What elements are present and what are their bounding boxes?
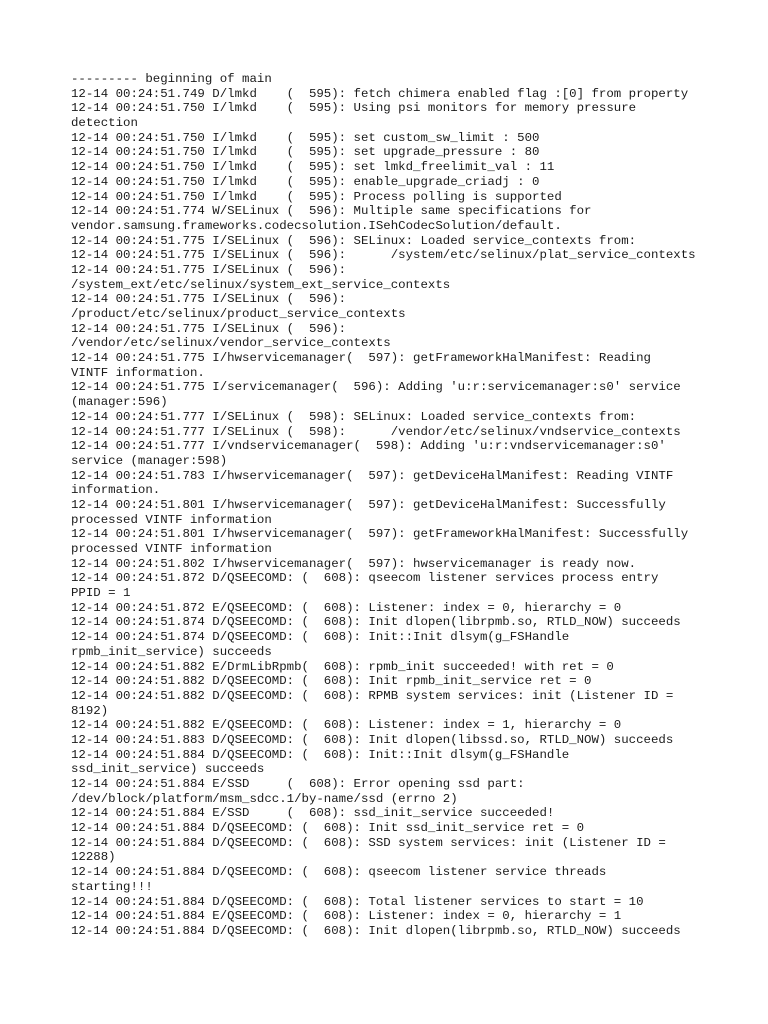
log-line: 12-14 00:24:51.872 D/QSEECOMD: ( 608): qseecom listener services process entry [71,571,659,586]
log-line: 12-14 00:24:51.884 E/SSD ( 608): Error opening ssd part: [71,777,525,791]
log-line: starting!!! [71,879,153,894]
log-line: 12-14 00:24:51.750 I/lmkd ( 595): Process polling is supported [71,189,562,204]
log-line: 12-14 00:24:51.750 I/lmkd ( 595): set custom_sw_limit : 500 [71,130,540,145]
log-line: 12-14 00:24:51.882 E/QSEECOMD: ( 608): Listener: index = 1, hierarchy = 0 [71,718,622,733]
log-line: 12-14 00:24:51.750 I/lmkd ( 595): enable_upgrade_criadj : 0 [71,174,540,189]
log-line: 12-14 00:24:51.775 I/SELinux ( 596): [71,321,347,336]
log-line: 12-14 00:24:51.775 I/SELinux ( 596): [71,292,347,307]
log-line: 12-14 00:24:51.884 E/QSEECOMD: ( 608): Listener: index = 0, hierarchy = 1 [71,909,622,924]
log-line: VINTF information. [71,365,205,380]
log-line: --------- beginning of main [71,72,272,86]
log-line: (manager:596) [71,395,168,410]
log-line: 12288) [71,850,116,865]
log-line: 12-14 00:24:51.884 E/SSD ( 608): ssd_init_service succeeded! [71,806,555,821]
log-line: 12-14 00:24:51.775 I/servicemanager( 596): Adding 'u:r:servicemanager:s0' service [71,380,681,395]
log-line: processed VINTF information [71,512,272,527]
log-line: /product/etc/selinux/product_service_contexts [71,307,406,321]
log-document [71,72,761,939]
log-line: 12-14 00:24:51.874 D/QSEECOMD: ( 608): Init::Init dlsym(g_FSHandle [71,630,570,645]
log-body [71,72,761,939]
log-line: 12-14 00:24:51.750 I/lmkd ( 595): Using psi monitors for memory pressure [71,101,637,116]
log-line: 12-14 00:24:51.777 I/SELinux ( 598): /vendor/etc/selinux/vndservice_contexts [71,424,681,439]
log-line: 12-14 00:24:51.750 I/lmkd ( 595): set lmkd_freelimit_val : 11 [71,160,555,175]
log-line: 12-14 00:24:51.775 I/SELinux ( 596): [71,262,347,277]
log-line: 12-14 00:24:51.882 D/QSEECOMD: ( 608): Init rpmb_init_service ret = 0 [71,674,592,689]
log-line: 12-14 00:24:51.777 I/SELinux ( 598): SELinux: Loaded service_contexts from: [71,409,637,424]
log-line: 12-14 00:24:51.777 I/vndservicemanager( 598): Adding 'u:r:vndservicemanager:s0' [71,439,666,454]
log-line: 12-14 00:24:51.884 D/QSEECOMD: ( 608): Init dlopen(librpmb.so, RTLD_NOW) succeeds [71,923,681,938]
log-line: 12-14 00:24:51.750 I/lmkd ( 595): set upgrade_pressure : 80 [71,145,540,160]
log-line: detection [71,116,138,131]
log-line: 12-14 00:24:51.749 D/lmkd ( 595): fetch chimera enabled flag :[0] from property [71,86,689,101]
log-line: 12-14 00:24:51.884 D/QSEECOMD: ( 608): Init::Init dlsym(g_FSHandle [71,747,570,762]
log-line: rpmb_init_service) succeeds [71,644,272,659]
log-line: 12-14 00:24:51.882 E/DrmLibRpmb( 608): rpmb_init succeeded! with ret = 0 [71,659,614,674]
log-line: 12-14 00:24:51.775 I/SELinux ( 596): /system/etc/selinux/plat_service_contexts [71,248,696,263]
log-line: 12-14 00:24:51.884 D/QSEECOMD: ( 608): Init ssd_init_service ret = 0 [71,821,585,836]
log-line: ssd_init_service) succeeds [71,762,265,777]
log-line: 12-14 00:24:51.774 W/SELinux ( 596): Multiple same specifications for [71,204,592,219]
log-line: information. [71,483,161,498]
log-line: /vendor/etc/selinux/vendor_service_contexts [71,336,391,351]
log-line: 12-14 00:24:51.801 I/hwservicemanager( 597): getDeviceHalManifest: Successfully [71,497,666,512]
log-line: /dev/block/platform/msm_sdcc.1/by-name/ssd (errno 2) [71,791,458,806]
log-line: 12-14 00:24:51.802 I/hwservicemanager( 597): hwservicemanager is ready now. [71,556,637,571]
log-line: 12-14 00:24:51.801 I/hwservicemanager( 597): getFrameworkHalManifest: Successfully [71,527,689,542]
log-line: 12-14 00:24:51.872 E/QSEECOMD: ( 608): Listener: index = 0, hierarchy = 0 [71,600,622,615]
log-line: 12-14 00:24:51.884 D/QSEECOMD: ( 608): Total listener services to start = 10 [71,894,644,909]
log-line: /system_ext/etc/selinux/system_ext_service_contexts [71,277,451,292]
log-line: 12-14 00:24:51.783 I/hwservicemanager( 597): getDeviceHalManifest: Reading VINTF [71,468,674,483]
log-line: 8192) [71,703,109,718]
log-line: 12-14 00:24:51.884 D/QSEECOMD: ( 608): SSD system services: init (Listener ID = [71,835,666,850]
log-line: 12-14 00:24:51.775 I/SELinux ( 596): SELinux: Loaded service_contexts from: [71,233,637,248]
log-line: processed VINTF information [71,542,272,556]
log-line: 12-14 00:24:51.884 D/QSEECOMD: ( 608): qseecom listener service threads [71,865,607,880]
log-line: service (manager:598) [71,453,228,468]
log-line: 12-14 00:24:51.883 D/QSEECOMD: ( 608): Init dlopen(libssd.so, RTLD_NOW) succeeds [71,732,674,747]
log-line: vendor.samsung.frameworks.codecsolution.ISehCodecSolution/default. [71,218,562,233]
log-line: 12-14 00:24:51.775 I/hwservicemanager( 597): getFrameworkHalManifest: Reading [71,351,651,366]
log-line: 12-14 00:24:51.882 D/QSEECOMD: ( 608): RPMB system services: init (Listener ID = [71,688,674,703]
log-line: PPID = 1 [71,586,131,601]
log-line: 12-14 00:24:51.874 D/QSEECOMD: ( 608): Init dlopen(librpmb.so, RTLD_NOW) succeeds [71,615,681,630]
